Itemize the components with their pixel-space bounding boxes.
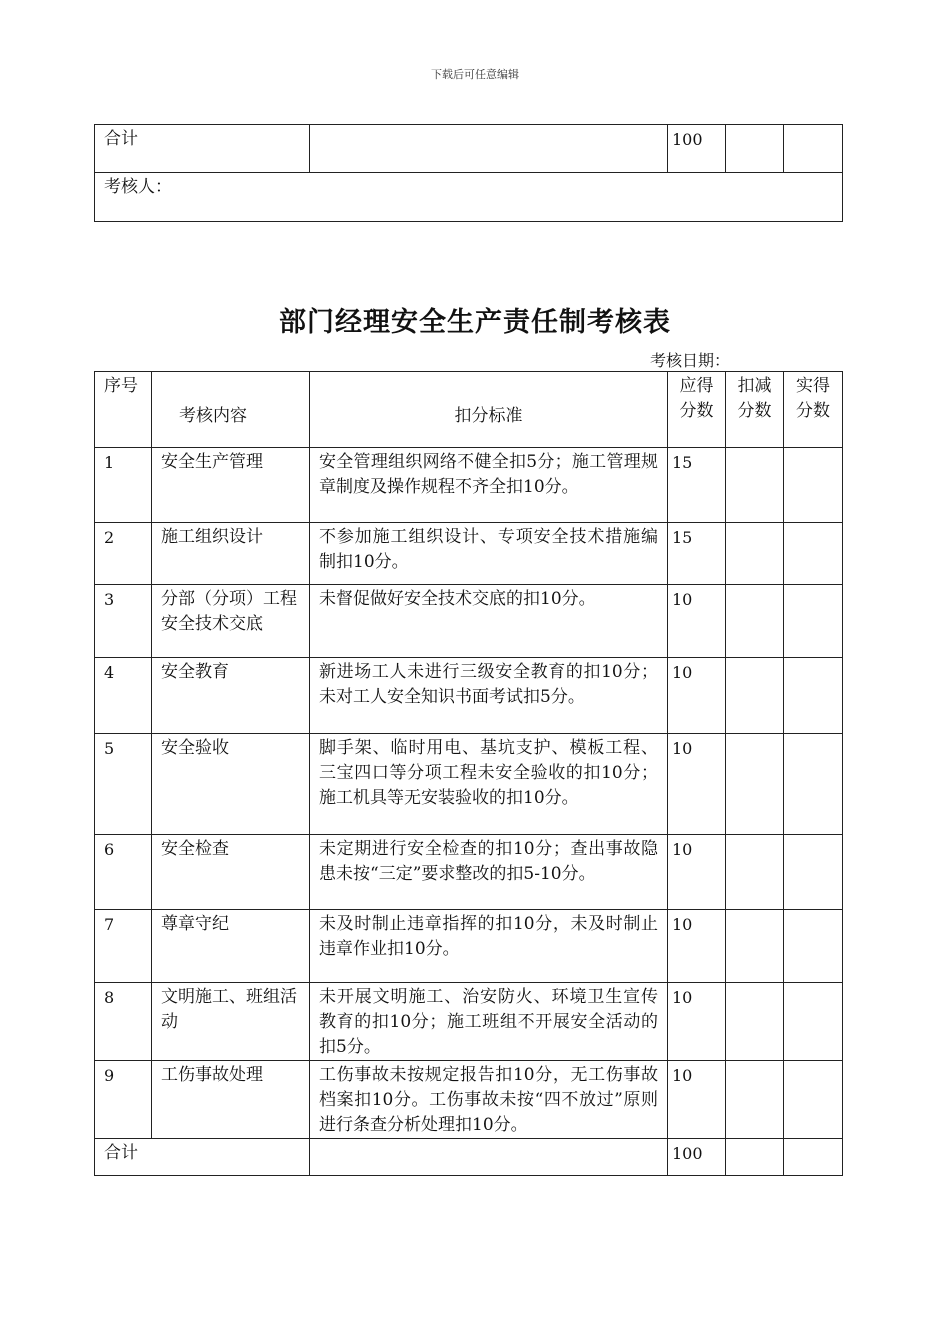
assessor-label: 考核人：: [95, 173, 843, 222]
total-actual-cell: [784, 125, 843, 173]
row-seq: 1: [95, 448, 152, 523]
row-actual-score: [784, 835, 843, 910]
total-score: 100: [668, 125, 726, 173]
table-header-row: [95, 372, 843, 448]
table-row: [95, 835, 843, 910]
row-seq: 9: [95, 1061, 152, 1139]
row-seq: 4: [95, 658, 152, 734]
page-title: 部门经理安全生产责任制考核表: [279, 307, 671, 338]
header-content: 考核内容: [152, 372, 310, 448]
row-content: 施工组织设计: [152, 523, 310, 585]
row-should-score: 10: [668, 734, 726, 835]
table-row: [95, 910, 843, 983]
row-content: 安全教育: [152, 658, 310, 734]
row-deduct-score: [726, 585, 784, 658]
grand-total-criteria-cell: [310, 1139, 668, 1176]
row-seq: 8: [95, 983, 152, 1061]
row-deduct-score: [726, 835, 784, 910]
assessment-table: [94, 371, 843, 1176]
row-actual-score: [784, 734, 843, 835]
row-criteria: 未定期进行安全检查的扣10分；查出事故隐患未按“三定”要求整改的扣5-10分。: [310, 835, 668, 910]
row-actual-score: [784, 1061, 843, 1139]
row-should-score: 10: [668, 835, 726, 910]
row-deduct-score: [726, 983, 784, 1061]
row-content: 安全验收: [152, 734, 310, 835]
row-seq: 2: [95, 523, 152, 585]
table-row: [95, 523, 843, 585]
row-actual-score: [784, 658, 843, 734]
row-actual-score: [784, 523, 843, 585]
total-deduct-cell: [726, 125, 784, 173]
grand-total-score: 100: [668, 1139, 726, 1176]
row-criteria: 未督促做好安全技术交底的扣10分。: [310, 585, 668, 658]
grand-total-actual-cell: [784, 1139, 843, 1176]
header-criteria: 扣分标准: [310, 372, 668, 448]
row-actual-score: [784, 910, 843, 983]
header-actual-score: 实得 分数: [784, 372, 843, 448]
previous-table-footer: [94, 124, 843, 222]
row-actual-score: [784, 448, 843, 523]
row-should-score: 15: [668, 448, 726, 523]
row-seq: 6: [95, 835, 152, 910]
row-deduct-score: [726, 658, 784, 734]
row-criteria: 新进场工人未进行三级安全教育的扣10分；未对工人安全知识书面考试扣5分。: [310, 658, 668, 734]
table-row: [95, 983, 843, 1061]
row-content: 文明施工、班组活动: [152, 983, 310, 1061]
row-content: 尊章守纪: [152, 910, 310, 983]
total-criteria-cell: [310, 125, 668, 173]
table-row: [95, 658, 843, 734]
row-criteria: 工伤事故未按规定报告扣10分，无工伤事故档案扣10分。工伤事故未按“四不放过”原则进行条查分析处理扣10分。: [310, 1061, 668, 1139]
table-row: [95, 1061, 843, 1139]
total-row: [95, 125, 843, 173]
page-header-note: 下载后可任意编辑: [431, 68, 519, 81]
row-seq: 7: [95, 910, 152, 983]
row-should-score: 15: [668, 523, 726, 585]
row-actual-score: [784, 585, 843, 658]
row-seq: 3: [95, 585, 152, 658]
assessor-row: [95, 173, 843, 222]
row-should-score: 10: [668, 585, 726, 658]
header-should-score: 应得 分数: [668, 372, 726, 448]
row-deduct-score: [726, 734, 784, 835]
row-criteria: 安全管理组织网络不健全扣5分；施工管理规章制度及操作规程不齐全扣10分。: [310, 448, 668, 523]
row-deduct-score: [726, 910, 784, 983]
table-row: [95, 448, 843, 523]
header-deduct-score: 扣减 分数: [726, 372, 784, 448]
row-deduct-score: [726, 523, 784, 585]
row-deduct-score: [726, 1061, 784, 1139]
assessment-date-label: 考核日期：: [650, 351, 731, 370]
row-content: 分部（分项）工程安全技术交底: [152, 585, 310, 658]
row-deduct-score: [726, 448, 784, 523]
row-content: 工伤事故处理: [152, 1061, 310, 1139]
header-seq: 序号: [95, 372, 152, 448]
row-should-score: 10: [668, 658, 726, 734]
row-content: 安全检查: [152, 835, 310, 910]
row-content: 安全生产管理: [152, 448, 310, 523]
grand-total-deduct-cell: [726, 1139, 784, 1176]
table-row: [95, 734, 843, 835]
row-seq: 5: [95, 734, 152, 835]
row-should-score: 10: [668, 910, 726, 983]
row-criteria: 未及时制止违章指挥的扣10分，未及时制止违章作业扣10分。: [310, 910, 668, 983]
row-criteria: 不参加施工组织设计、专项安全技术措施编制扣10分。: [310, 523, 668, 585]
grand-total-label: 合计: [95, 1139, 310, 1176]
table-row: [95, 585, 843, 658]
row-should-score: 10: [668, 1061, 726, 1139]
row-should-score: 10: [668, 983, 726, 1061]
total-label: 合计: [95, 125, 310, 173]
grand-total-row: [95, 1139, 843, 1176]
row-actual-score: [784, 983, 843, 1061]
row-criteria: 脚手架、临时用电、基坑支护、模板工程、三宝四口等分项工程未安全验收的扣10分；施工机具等无安装验收的扣10分。: [310, 734, 668, 835]
row-criteria: 未开展文明施工、治安防火、环境卫生宣传教育的扣10分；施工班组不开展安全活动的扣5分。: [310, 983, 668, 1061]
